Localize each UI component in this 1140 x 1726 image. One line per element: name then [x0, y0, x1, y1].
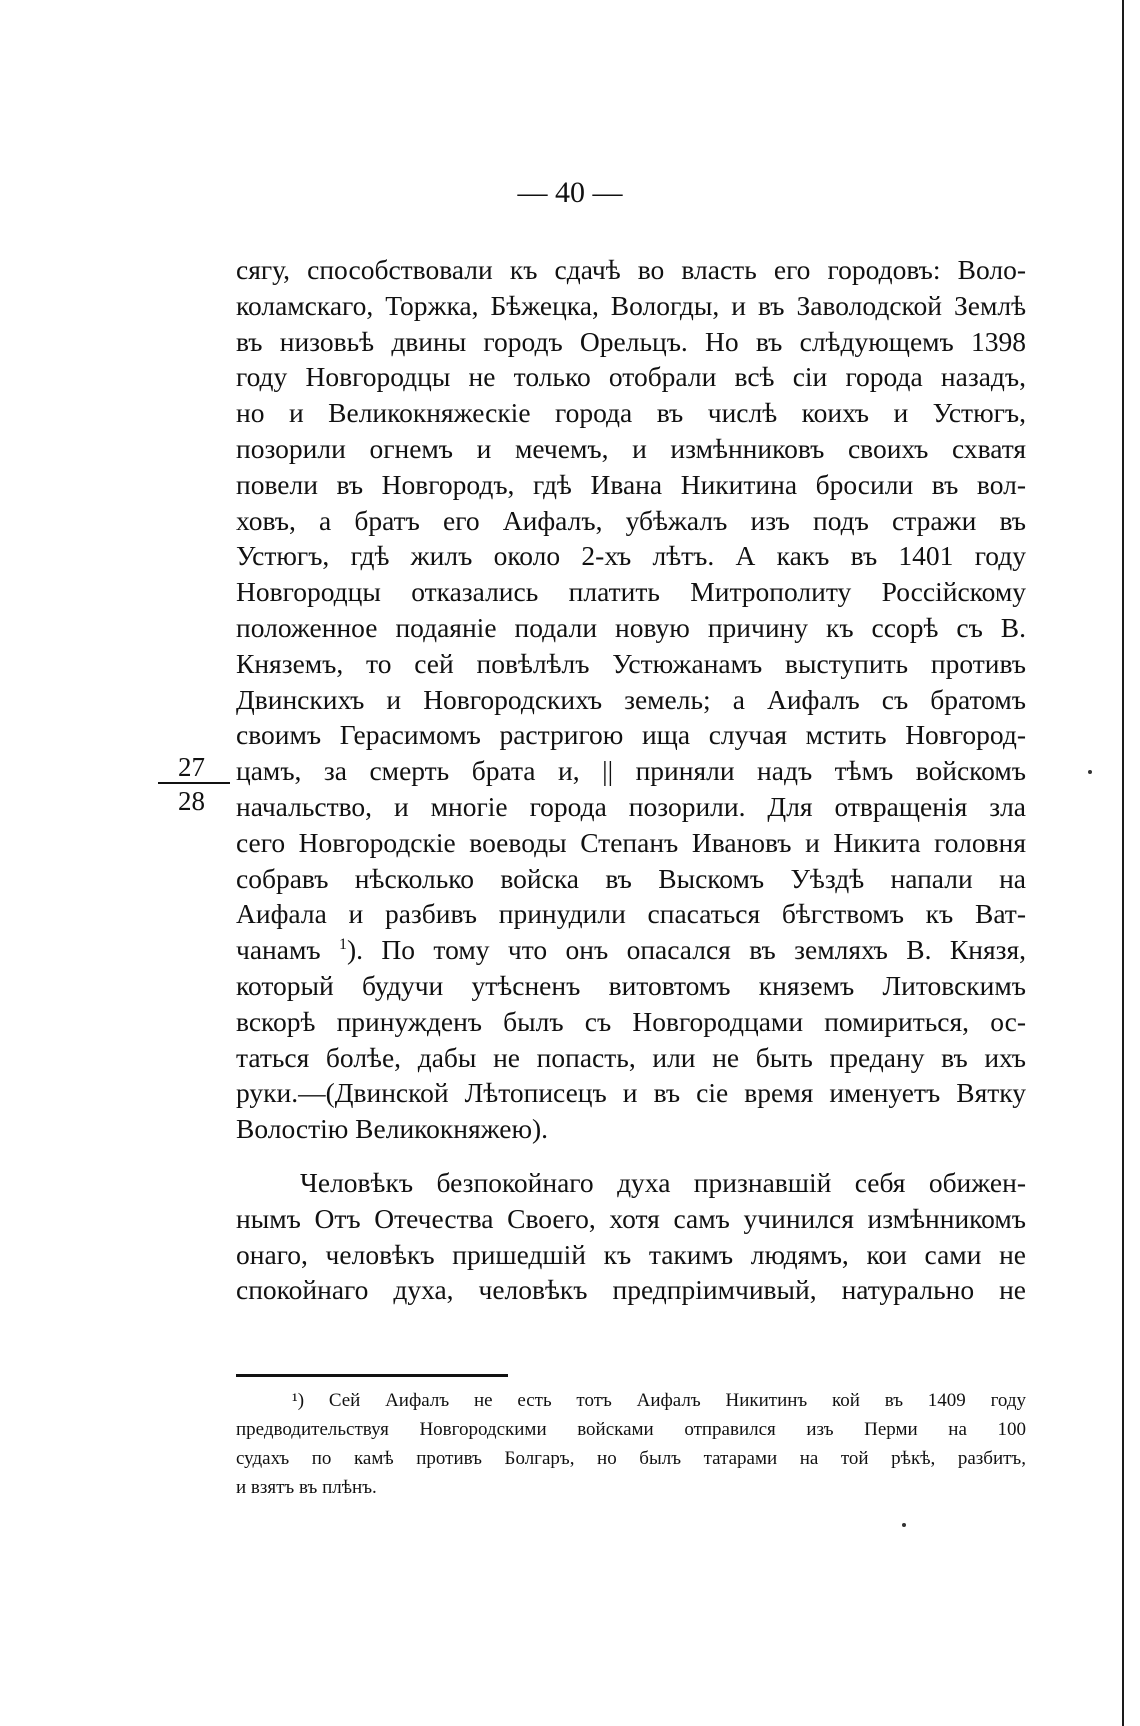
footnote — [236, 1386, 1026, 1502]
text-line: своимъ Герасимомъ растригою ища случая мстить Новгород- — [236, 719, 1026, 751]
text-line: вскорѣ принужденъ былъ съ Новгородцами помириться, ос- — [236, 1005, 1026, 1037]
text-line: году Новгородцы не только отобрали всѣ сіи города назадъ, — [236, 361, 1026, 393]
text-line: Новгородцы отказались платить Митрополиту Россійскому — [236, 576, 1026, 608]
margin-page-mark-27: 27 — [178, 752, 205, 782]
text-line: коламскаго, Торжка, Бѣжецка, Вологды, и въ Заволодской Землѣ — [236, 289, 1026, 321]
text-line: повели въ Новгородъ, гдѣ Ивана Никитина бросили въ вол- — [236, 468, 1026, 500]
text-line: Волостію Великокняжею). — [236, 1113, 549, 1145]
text-line: сягу, способствовали къ сдачѣ во власть его городовъ: Воло- — [236, 254, 1026, 285]
text-line: собравъ нѣсколько войска въ Выскомъ Уѣздѣ напали на — [236, 862, 1026, 894]
print-speck — [1088, 770, 1092, 774]
text-line: онаго, человѣкъ пришедшій къ такимъ людямъ, кои сами не — [236, 1238, 1026, 1270]
margin-page-divider — [158, 782, 230, 784]
main-text — [236, 252, 1026, 1308]
text-line: но и Великокняжескіе города въ числѣ коихъ и Устюгъ, — [236, 397, 1026, 429]
text-fragment: чанамъ — [236, 934, 321, 966]
text-line: положенное подаяніе подали новую причину къ ссорѣ съ В. — [236, 611, 1026, 643]
text-line: нымъ Отъ Отечества Своего, хотя самъ учинился измѣнникомъ — [236, 1202, 1026, 1234]
footnote-line: предводительствуя Новгородскими войсками отправился изъ Перми на 100 — [236, 1419, 1026, 1440]
text-line: начальство, и многіе города позорили. Для отвращенія зла — [236, 790, 1026, 822]
text-line-with-footnote-ref — [236, 932, 1026, 968]
text-line: руки.—(Двинской Лѣтописецъ и въ сіе время именуетъ Вятку — [236, 1077, 1026, 1109]
text-line: Двинскихъ и Новгородскихъ земель; а Аифалъ съ братомъ — [236, 683, 1026, 715]
text-line: спокойнаго духа, человѣкъ предпріимчивый, натурально не — [236, 1274, 1026, 1306]
text-line: который будучи утѣсненъ витовтомъ княземъ Литовскимъ — [236, 969, 1026, 1001]
footnote-text: Сей Аифалъ не есть тотъ Аифалъ Никитинъ кой въ 1409 году — [328, 1390, 1027, 1411]
print-speck — [902, 1523, 906, 1527]
text-line: Княземъ, то сей повѣлѣлъ Устюжанамъ выступить противъ — [236, 647, 1026, 679]
footnote-reference: 1 — [339, 935, 347, 953]
footnote-marker: ¹) — [292, 1390, 305, 1411]
footnote-line — [236, 1386, 1026, 1415]
footnote-line: и взятъ въ плѣнъ. — [236, 1477, 377, 1498]
text-line: ховъ, а братъ его Аифалъ, убѣжалъ изъ подъ стражи въ — [236, 504, 1026, 536]
footnote-line: судахъ по камѣ противъ Болгаръ, но былъ татарами на той рѣкѣ, разбитъ, — [236, 1448, 1026, 1469]
page-number: — 40 — — [517, 176, 623, 209]
text-line: Устюгъ, гдѣ жилъ около 2-хъ лѣтъ. А какъ въ 1401 году — [236, 540, 1026, 572]
text-line: сего Новгородскіе воеводы Степанъ Ивановъ и Никита головня — [236, 826, 1026, 858]
page-edge-shadow — [1122, 0, 1124, 1726]
paragraph-start-line: Человѣкъ безпокойнаго духа признавшій себя обижен- — [300, 1166, 1026, 1198]
margin-page-mark-28: 28 — [178, 786, 205, 816]
text-line: позорили огнемъ и мечемъ, и измѣнниковъ своихъ схватя — [236, 432, 1026, 464]
text-line: цамъ, за смерть брата и, || приняли надъ тѣмъ войскомъ — [236, 755, 1026, 787]
text-line: Аифала и разбивъ принудили спасаться бѣгствомъ къ Ват- — [236, 898, 1026, 930]
text-line: таться болѣе, дабы не попасть, или не быть предану въ ихъ — [236, 1041, 1026, 1073]
text-line: въ низовьѣ двины городъ Орельцъ. Но въ слѣдующемъ 1398 — [236, 325, 1026, 357]
footnote-separator — [236, 1374, 508, 1377]
text-fragment: ). По тому что онъ опасался въ земляхъ В. Князя, — [347, 934, 1027, 966]
